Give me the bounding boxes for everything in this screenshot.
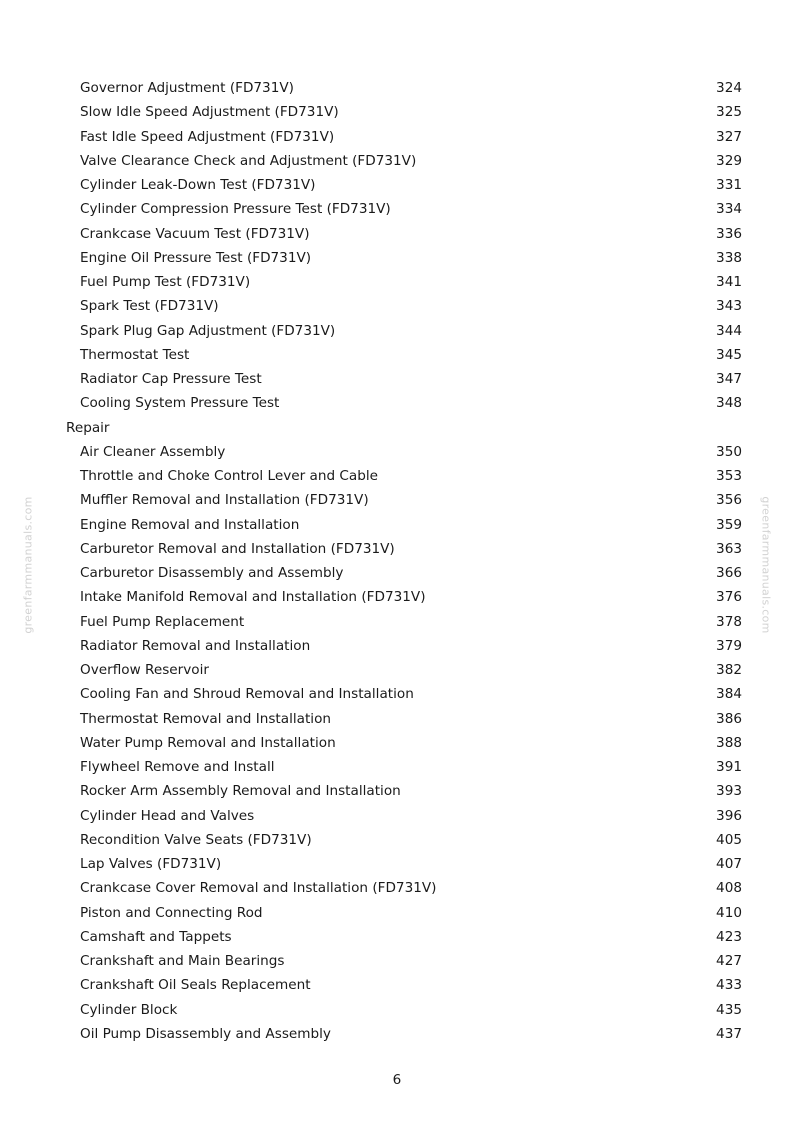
- toc-entry-page: 343: [716, 298, 742, 315]
- toc-entry-title: Governor Adjustment (FD731V): [80, 80, 294, 96]
- toc-entry[interactable]: [66, 901, 746, 925]
- toc-entry-title: Fast Idle Speed Adjustment (FD731V): [80, 128, 335, 145]
- toc-entry-title: Rocker Arm Assembly Removal and Installation: [80, 783, 401, 800]
- toc-entry-title: Fuel Pump Replacement: [80, 613, 245, 630]
- toc-entry[interactable]: [66, 804, 746, 828]
- toc-entry-page: 423: [716, 928, 742, 945]
- toc-entry-title: Crankshaft and Main Bearings: [80, 953, 285, 969]
- toc-entry-page: 393: [716, 783, 742, 800]
- toc-entry-page: 347: [716, 371, 742, 387]
- toc-entry-title: Piston and Connecting Rod: [80, 904, 263, 921]
- toc-entry[interactable]: [66, 561, 746, 585]
- toc-entry[interactable]: [66, 1022, 746, 1046]
- toc-entry[interactable]: [66, 634, 746, 658]
- toc-entry-title: Radiator Removal and Installation: [80, 637, 311, 654]
- toc-entry-page: 336: [716, 225, 742, 242]
- toc-entry-title: Engine Removal and Installation: [80, 516, 300, 533]
- toc-entry-title: Carburetor Disassembly and Assembly: [80, 565, 344, 581]
- watermark-left: greenfarmmanuals.com: [21, 496, 35, 634]
- toc-entry-title: Crankshaft Oil Seals Replacement: [80, 977, 311, 994]
- toc-entry[interactable]: [66, 319, 746, 343]
- toc-entry[interactable]: [66, 876, 746, 900]
- toc-entry-page: 327: [716, 128, 742, 145]
- toc-entry-title: Carburetor Removal and Installation (FD731V): [80, 540, 395, 557]
- toc-entry-title: Slow Idle Speed Adjustment (FD731V): [80, 104, 339, 121]
- toc-entry-page: 348: [716, 395, 742, 412]
- toc-entry-page: 329: [716, 152, 742, 169]
- table-of-contents: [66, 76, 746, 1046]
- toc-entry-title: Flywheel Remove and Install: [80, 759, 275, 775]
- toc-entry-title: Cylinder Head and Valves: [80, 807, 255, 824]
- section-heading-label: Repair: [66, 419, 110, 436]
- toc-entry-title: Overflow Reservoir: [80, 662, 209, 678]
- toc-entry[interactable]: [66, 998, 746, 1022]
- toc-entry[interactable]: [66, 391, 746, 415]
- toc-entry[interactable]: [66, 755, 746, 779]
- toc-entry[interactable]: [66, 488, 746, 512]
- toc-entry[interactable]: [66, 464, 746, 488]
- toc-entry-title: Cooling System Pressure Test: [80, 395, 280, 412]
- toc-entry-page: 353: [716, 468, 742, 484]
- toc-entry-page: 344: [716, 322, 742, 339]
- toc-entry[interactable]: [66, 537, 746, 561]
- toc-entry-title: Spark Test (FD731V): [80, 298, 219, 315]
- toc-entry[interactable]: [66, 852, 746, 876]
- toc-entry-page: 433: [716, 977, 742, 994]
- toc-entry[interactable]: [66, 658, 746, 682]
- toc-entry-title: Thermostat Test: [80, 346, 190, 363]
- toc-entry[interactable]: [66, 343, 746, 367]
- toc-entry-title: Cylinder Compression Pressure Test (FD731V): [80, 201, 391, 218]
- toc-entry-page: 356: [716, 492, 742, 509]
- toc-entry[interactable]: [66, 197, 746, 221]
- toc-entry-page: 363: [716, 540, 742, 557]
- toc-entry-page: 388: [716, 734, 742, 751]
- toc-entry[interactable]: [66, 779, 746, 803]
- toc-entry-page: 384: [716, 686, 742, 703]
- toc-entry[interactable]: [66, 828, 746, 852]
- toc-entry-title: Cylinder Leak-Down Test (FD731V): [80, 177, 316, 193]
- toc-entry-page: 408: [716, 880, 742, 897]
- toc-entry-page: 376: [716, 589, 742, 606]
- toc-entry-page: 407: [716, 856, 742, 872]
- toc-entry-page: 378: [716, 613, 742, 630]
- toc-entry[interactable]: [66, 367, 746, 391]
- toc-entry-page: 366: [716, 565, 742, 581]
- toc-entry-page: 324: [716, 80, 742, 96]
- toc-entry[interactable]: [66, 76, 746, 100]
- toc-entry-page: 345: [716, 346, 742, 363]
- toc-entry-title: Engine Oil Pressure Test (FD731V): [80, 249, 312, 266]
- toc-entry-title: Muffler Removal and Installation (FD731V): [80, 492, 369, 509]
- toc-entry-page: 338: [716, 249, 742, 266]
- toc-entry[interactable]: [66, 949, 746, 973]
- toc-entry-page: 435: [716, 1001, 742, 1018]
- toc-entry-page: 359: [716, 516, 742, 533]
- toc-entry-title: Water Pump Removal and Installation: [80, 734, 336, 751]
- toc-entry[interactable]: [66, 270, 746, 294]
- toc-entry-page: 405: [716, 831, 742, 848]
- toc-entry[interactable]: [66, 246, 746, 270]
- toc-entry[interactable]: [66, 731, 746, 755]
- toc-entry[interactable]: [66, 513, 746, 537]
- toc-entry[interactable]: [66, 125, 746, 149]
- toc-entry-page: 382: [716, 662, 742, 678]
- toc-entry-title: Crankcase Cover Removal and Installation (FD731V): [80, 880, 437, 897]
- toc-entry-page: 437: [716, 1025, 742, 1042]
- toc-entry-title: Oil Pump Disassembly and Assembly: [80, 1025, 331, 1042]
- toc-entry-title: Cooling Fan and Shroud Removal and Installation: [80, 686, 414, 703]
- toc-entry-page: 331: [716, 177, 742, 193]
- page-number: 6: [392, 1072, 402, 1088]
- toc-entry-page: 379: [716, 637, 742, 654]
- section-heading-repair[interactable]: [66, 416, 746, 440]
- toc-entry-title: Intake Manifold Removal and Installation (FD731V): [80, 589, 426, 606]
- toc-entry[interactable]: [66, 925, 746, 949]
- toc-entry-title: Fuel Pump Test (FD731V): [80, 274, 251, 290]
- toc-entry-page: 334: [716, 201, 742, 218]
- toc-entry-page: 386: [716, 710, 742, 727]
- toc-entry-page: 350: [716, 443, 742, 460]
- toc-entry-title: Spark Plug Gap Adjustment (FD731V): [80, 322, 336, 339]
- toc-entry-title: Valve Clearance Check and Adjustment (FD731V): [80, 152, 417, 169]
- toc-entry[interactable]: [66, 440, 746, 464]
- toc-entry[interactable]: [66, 610, 746, 634]
- toc-entry-title: Radiator Cap Pressure Test: [80, 371, 262, 387]
- toc-entry[interactable]: [66, 707, 746, 731]
- toc-entry-page: 410: [716, 904, 742, 921]
- toc-entry-title: Throttle and Choke Control Lever and Cable: [80, 468, 378, 484]
- toc-entry[interactable]: [66, 149, 746, 173]
- toc-entry[interactable]: [66, 100, 746, 124]
- toc-entry-page: 391: [716, 759, 742, 775]
- toc-entry[interactable]: [66, 294, 746, 318]
- toc-entry-title: Air Cleaner Assembly: [80, 443, 226, 460]
- toc-entry-title: Camshaft and Tappets: [80, 928, 232, 945]
- toc-entry-title: Cylinder Block: [80, 1001, 178, 1018]
- toc-entry-page: 341: [716, 274, 742, 290]
- toc-entry[interactable]: [66, 973, 746, 997]
- toc-entry[interactable]: [66, 222, 746, 246]
- toc-entry-page: 325: [716, 104, 742, 121]
- toc-entry-page: 396: [716, 807, 742, 824]
- toc-entry[interactable]: [66, 585, 746, 609]
- toc-entry-title: Crankcase Vacuum Test (FD731V): [80, 225, 310, 242]
- toc-entry-title: Thermostat Removal and Installation: [80, 710, 331, 727]
- toc-entry-page: 427: [716, 953, 742, 969]
- toc-entry-title: Recondition Valve Seats (FD731V): [80, 831, 312, 848]
- toc-entry[interactable]: [66, 173, 746, 197]
- toc-entry[interactable]: [66, 682, 746, 706]
- toc-entry-title: Lap Valves (FD731V): [80, 856, 222, 872]
- watermark-right: greenfarmmanuals.com: [759, 496, 773, 634]
